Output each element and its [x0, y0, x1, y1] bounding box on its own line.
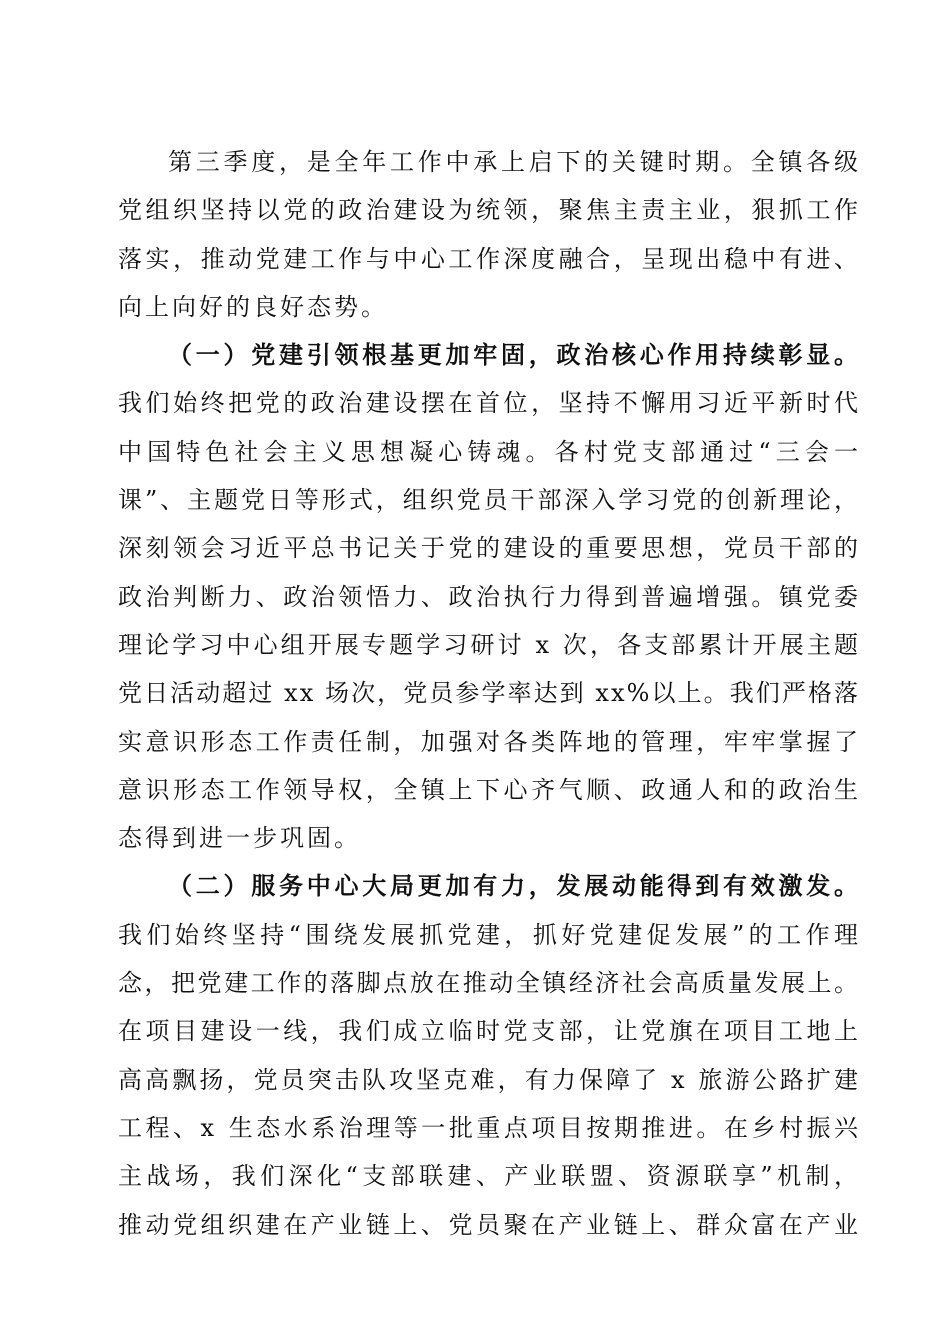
paragraph-line — [118, 1152, 863, 1200]
document-body — [118, 138, 864, 1249]
line-text: 高高飘扬，党员突击队攻坚克难，有力保障了 x 旅游公路扩建 — [118, 1065, 862, 1094]
paragraph-line — [118, 959, 861, 1007]
paragraph-line — [118, 573, 862, 621]
paragraph-line — [118, 186, 862, 234]
line-text: 工程、x 生态水系治理等一批重点项目按期推进。在乡村振兴 — [118, 1113, 862, 1142]
line-text: 我们始终坚持“围绕发展抓党建，抓好党建促发展”的工作理 — [118, 920, 863, 949]
paragraph-line — [118, 138, 862, 186]
line-text: 深刻领会习近平总书记关于党的建设的重要思想，党员干部的 — [118, 534, 862, 563]
paragraph-line — [118, 1201, 862, 1249]
paragraph-line — [118, 814, 858, 862]
line-text: 主战场，我们深化“支部联建、产业联盟、资源联享”机制， — [118, 1162, 863, 1191]
line-text: 政治判断力、政治领悟力、政治执行力得到普遍增强。镇党委 — [118, 582, 862, 611]
heading-text: （一）党建引领根基更加牢固，政治核心作用持续彰显。 — [168, 340, 862, 370]
paragraph-line — [118, 524, 862, 572]
paragraph-line — [118, 476, 861, 524]
line-text: 念，把党建工作的落脚点放在推动全镇经济社会高质量发展上。 — [118, 969, 861, 998]
line-text: 向上向好的良好态势。 — [118, 292, 388, 321]
section-heading — [118, 862, 862, 910]
paragraph-line — [118, 911, 863, 959]
section-heading — [118, 331, 862, 379]
heading-text: （二）服务中心大局更加有力，发展动能得到有效激发。 — [168, 871, 862, 901]
line-text: 中国特色社会主义思想凝心铸魂。各村党支部通过“三会一 — [118, 437, 864, 466]
paragraph-line — [118, 379, 862, 427]
paragraph-line — [118, 621, 862, 669]
line-text: 在项目建设一线，我们成立临时党支部，让党旗在项目工地上 — [118, 1017, 862, 1046]
line-text: 推动党组织建在产业链上、党员聚在产业链上、群众富在产业 — [118, 1210, 862, 1239]
line-text: 态得到进一步巩固。 — [118, 824, 361, 853]
line-text: 党日活动超过 xx 场次，党员参学率达到 xx%以上。我们严格落 — [118, 679, 861, 708]
line-text: 党组织坚持以党的政治建设为统领，聚焦主责主业，狠抓工作 — [118, 196, 862, 225]
paragraph-line — [118, 1056, 862, 1104]
paragraph-line — [118, 235, 862, 283]
line-text: 我们始终把党的政治建设摆在首位，坚持不懈用习近平新时代 — [118, 389, 862, 418]
paragraph-line — [118, 718, 862, 766]
paragraph-line — [118, 1007, 862, 1055]
line-text: 第三季度，是全年工作中承上启下的关键时期。全镇各级 — [168, 148, 862, 176]
line-text: 理论学习中心组开展专题学习研讨 x 次，各支部累计开展主题 — [118, 630, 862, 659]
paragraph-line — [118, 766, 862, 814]
line-text: 意识形态工作领导权，全镇上下心齐气顺、政通人和的政治生 — [118, 775, 862, 804]
paragraph-line — [118, 283, 858, 331]
paragraph-line — [118, 428, 864, 476]
line-text: 实意识形态工作责任制，加强对各类阵地的管理，牢牢掌握了 — [118, 727, 862, 756]
line-text: 落实，推动党建工作与中心工作深度融合，呈现出稳中有进、 — [118, 244, 862, 273]
paragraph-line — [118, 669, 861, 717]
line-text: 课”、主题党日等形式，组织党员干部深入学习党的创新理论， — [118, 486, 861, 515]
paragraph-line — [118, 1104, 862, 1152]
